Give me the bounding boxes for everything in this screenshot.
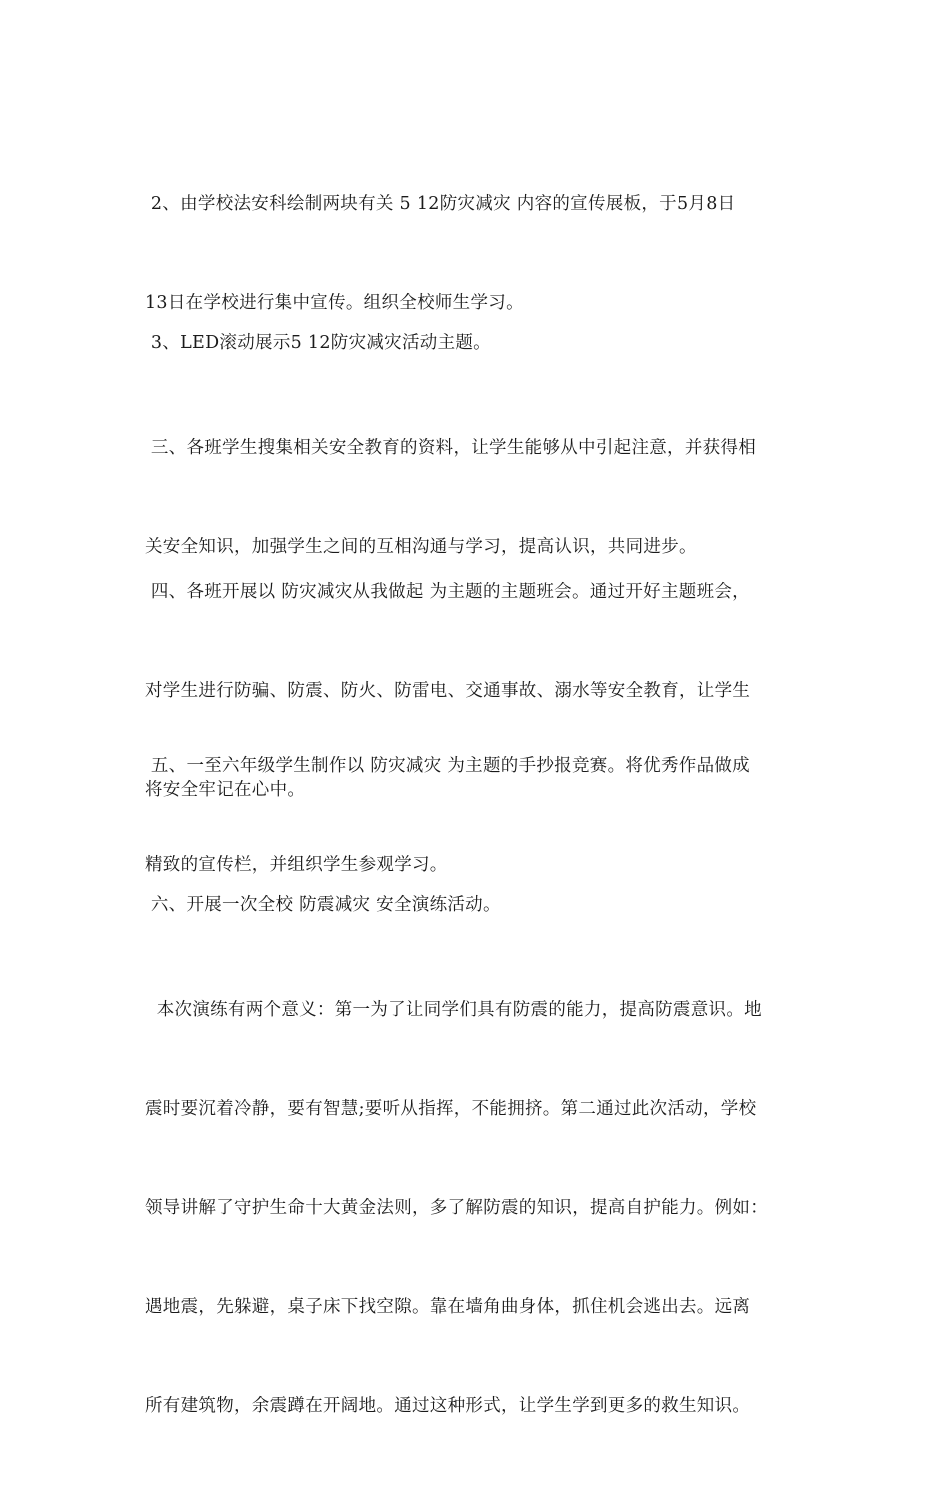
text-line: 四、各班开展以 防灾减灾从我做起 为主题的主题班会。通过开好主题班会， xyxy=(145,582,750,602)
text-line: 震时要沉着冷静，要有智慧;要听从指挥，不能拥挤。第二通过此次活动，学校 xyxy=(145,1099,757,1119)
text-line: 关安全知识，加强学生之间的互相沟通与学习，提高认识，共同进步。 xyxy=(145,537,697,557)
text-line: 遇地震，先躲避，桌子床下找空隙。靠在墙角曲身体，抓住机会逃出去。远离 xyxy=(145,1297,751,1317)
text-line: 六、开展一次全校 防震减灾 安全演练活动。 xyxy=(145,895,501,915)
text-line: 对学生进行防骗、防震、防火、防雷电、交通事故、溺水等安全教育，让学生 xyxy=(145,681,751,701)
text-line: 五、一至六年级学生制作以 防灾减灾 为主题的手抄报竞赛。将优秀作品做成 xyxy=(145,756,750,776)
text-line: 本次演练有两个意义：第一为了让同学们具有防震的能力，提高防震意识。地 xyxy=(145,1000,762,1020)
text-line: 2、由学校法安科绘制两块有关 5 12防灾减灾 内容的宣传展板，于5月8日 xyxy=(145,194,736,214)
text-line: 3、LED滚动展示5 12防灾减灾活动主题。 xyxy=(145,333,491,353)
text-line: 三、各班学生搜集相关安全教育的资料，让学生能够从中引起注意，并获得相 xyxy=(145,438,757,458)
text-line: 将安全牢记在心中。 xyxy=(145,780,306,800)
text-line: 所有建筑物，余震蹲在开阔地。通过这种形式，让学生学到更多的救生知识。 xyxy=(145,1396,751,1416)
text-line: 精致的宣传栏，并组织学生参观学习。 xyxy=(145,855,448,875)
paragraph-drill-significance xyxy=(145,928,810,1489)
text-line: 领导讲解了守护生命十大黄金法则，多了解防震的知识，提高自护能力。例如： xyxy=(145,1198,768,1218)
text-line: 13日在学校进行集中宣传。组织全校师生学习。 xyxy=(145,293,524,313)
